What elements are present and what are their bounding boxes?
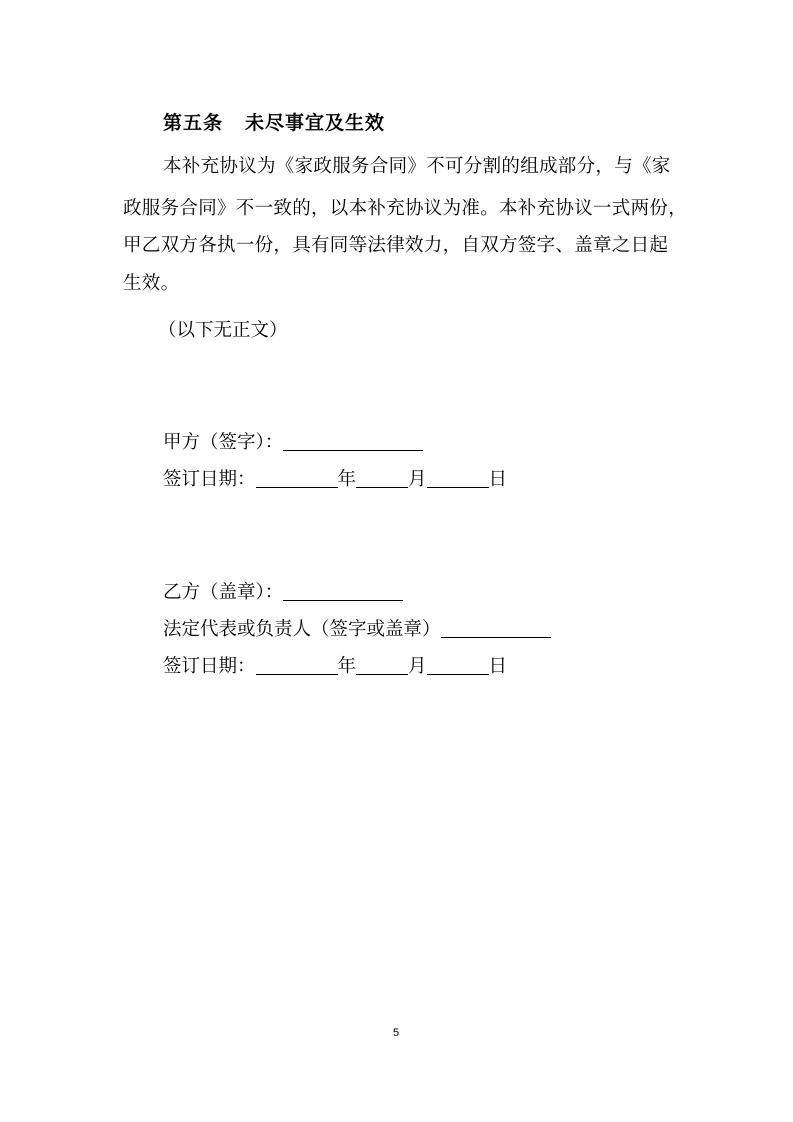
party-a-month-label: 月 (408, 469, 427, 490)
party-b-representative-row (163, 615, 551, 641)
article-title: 未尽事宜及生效 (245, 112, 386, 134)
page-number: 5 (393, 1027, 400, 1039)
party-b-month-field[interactable] (356, 656, 408, 675)
party-b-date-label: 签订日期： (163, 656, 256, 677)
party-b-day-label: 日 (488, 656, 508, 677)
party-a-month-field[interactable] (356, 469, 408, 488)
article-heading (163, 108, 385, 135)
party-b-seal-row (163, 578, 403, 604)
party-b-year-label: 年 (337, 656, 357, 677)
party-b-seal-field[interactable] (283, 582, 403, 601)
paragraph-line-2: 政服务合同》不一致的，以本补充协议为准。本补充协议一式两份， (123, 198, 688, 219)
party-b-year-field[interactable] (256, 656, 338, 675)
party-a-day-label: 日 (488, 469, 508, 490)
party-a-signature-row (163, 428, 423, 454)
party-a-year-field[interactable] (256, 469, 338, 488)
paragraph-line-4: 生效。 (123, 273, 180, 294)
party-a-year-label: 年 (337, 469, 357, 490)
party-b-day-field[interactable] (427, 656, 489, 675)
party-b-representative-label: 法定代表或负责人（签字或盖章） (163, 619, 441, 640)
article-number: 第五条 (163, 112, 224, 134)
paragraph-line-1: 本补充协议为《家政服务合同》不可分割的组成部分，与《家 (163, 156, 671, 177)
paragraph-line-3: 甲乙双方各执一份，具有同等法律效力，自双方签字、盖章之日起 (123, 235, 669, 256)
party-b-seal-label: 乙方（盖章）： (163, 582, 284, 603)
party-a-signature-field[interactable] (283, 432, 423, 451)
party-b-date-row (163, 652, 507, 678)
party-b-month-label: 月 (408, 656, 427, 677)
party-b-representative-field[interactable] (441, 619, 551, 638)
party-a-date-label: 签订日期： (163, 469, 256, 490)
party-a-day-field[interactable] (427, 469, 489, 488)
party-a-sign-label: 甲方（签字）： (163, 432, 284, 453)
no-further-text-note: （以下无正文） (158, 320, 288, 341)
party-a-date-row (163, 465, 507, 491)
